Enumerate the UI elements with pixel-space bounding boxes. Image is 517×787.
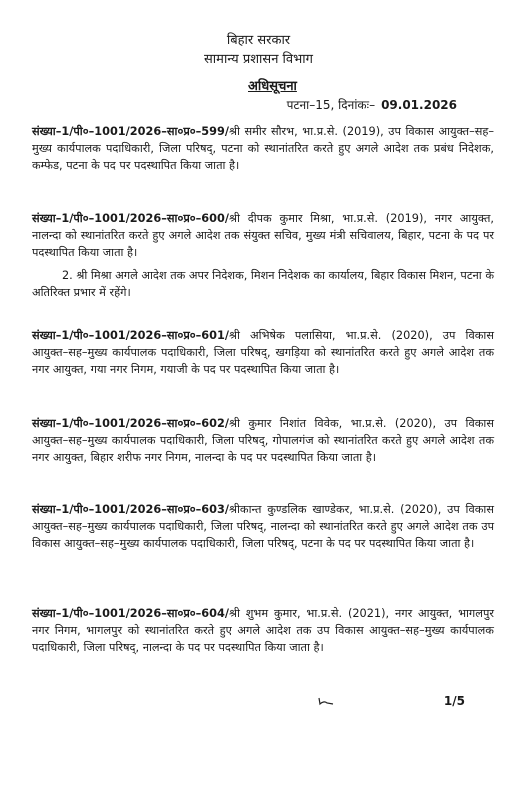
order-text: श्री समीर सौरभ, भा.प्र.से. (2019), उप विकास आयुक्त–सह–मुख्य कार्यपालक पदाधिकारी, जिला परिषद्, पटना को स्थानांतरित करते हुए अगले आदेश तक प्रबंध निदेशक, कम्फेड, पटना के पद पर पदस्थापित किया जाता है। bbox=[32, 125, 494, 172]
order-paragraph bbox=[32, 210, 494, 261]
order-paragraph bbox=[32, 501, 494, 552]
initials-mark bbox=[318, 696, 334, 706]
page-number: 1/5 bbox=[443, 694, 465, 708]
order-reference-number: संख्या–1/पी०–1001/2026–सा०प्र०–599/ bbox=[32, 125, 229, 138]
order-paragraph bbox=[32, 123, 494, 174]
department-name: सामान्य प्रशासन विभाग bbox=[204, 52, 313, 67]
order-reference-number: संख्या–1/पी०–1001/2026–सा०प्र०–600/ bbox=[32, 212, 229, 225]
notification-title: अधिसूचना bbox=[248, 79, 297, 94]
order-paragraph bbox=[32, 415, 494, 466]
order-text: श्री शुभम कुमार, भा.प्र.से. (2021), नगर आयुक्त, भागलपुर नगर निगम, भागलपुर को स्थानांतरित करते हुए अगले आदेश तक उप विकास आयुक्त–सह–मुख्य कार्यपालक पदाधिकारी, जिला परिषद्, नालन्दा के पद पर पदस्थापित किया जाता है। bbox=[32, 607, 494, 654]
order-reference-number: संख्या–1/पी०–1001/2026–सा०प्र०–603/ bbox=[32, 503, 229, 516]
order-text: श्री कुमार निशांत विवेक, भा.प्र.से. (2020), उप विकास आयुक्त–सह–मुख्य कार्यपालक पदाधिकारी, जिला परिषद्, गोपालगंज को स्थानांतरित करते हुए अगले आदेश तक नगर आयुक्त, बिहार शरीफ नगर निगम, नालन्दा के पद पर पदस्थापित किया जाता है। bbox=[32, 417, 494, 464]
order-text: श्री दीपक कुमार मिश्रा, भा.प्र.से. (2019), नगर आयुक्त, नालन्दा को स्थानांतरित करते हुए अगले आदेश तक संयुक्त सचिव, मुख्य मंत्री सचिवालय, बिहार, पटना के पद पर पदस्थापित किया जाता है। bbox=[32, 212, 494, 259]
place-label: पटना–15, दिनांकः– bbox=[286, 98, 376, 112]
government-name: बिहार सरकार bbox=[226, 33, 291, 48]
order-text: श्रीकान्त कुण्डलिक खाण्डेकर, भा.प्र.से. (2020), उप विकास आयुक्त–सह–मुख्य कार्यपालक पदाधिकारी, जिला परिषद्, नालन्दा को स्थानांतरित करते हुए अगले आदेश तक उप विकास आयुक्त–सह–मुख्य कार्यपालक पदाधिकारी, जिला परिषद्, पटना के पद पर पदस्थापित किया जाता है। bbox=[32, 503, 494, 550]
order-reference-number: संख्या–1/पी०–1001/2026–सा०प्र०–602/ bbox=[32, 417, 229, 430]
order-reference-number: संख्या–1/पी०–1001/2026–सा०प्र०–604/ bbox=[32, 607, 229, 620]
order-paragraph bbox=[32, 605, 494, 656]
order-subparagraph bbox=[32, 267, 494, 301]
order-reference-number: संख्या–1/पी०–1001/2026–सा०प्र०–601/ bbox=[32, 329, 229, 342]
order-paragraph bbox=[32, 327, 494, 378]
place-date-line bbox=[287, 98, 457, 113]
issue-date: 09.01.2026 bbox=[381, 98, 457, 112]
order-text: 2. श्री मिश्रा अगले आदेश तक अपर निदेशक, मिशन निदेशक का कार्यालय, बिहार विकास मिशन, पटना के अतिरिक्त प्रभार में रहेंगे। bbox=[32, 269, 494, 299]
order-text: श्री अभिषेक पलासिया, भा.प्र.से. (2020), उप विकास आयुक्त–सह–मुख्य कार्यपालक पदाधिकारी, जिला परिषद्, खगड़िया को स्थानांतरित करते हुए अगले आदेश तक नगर आयुक्त, गया नगर निगम, गयाजी के पद पर पदस्थापित किया जाता है। bbox=[32, 329, 494, 376]
